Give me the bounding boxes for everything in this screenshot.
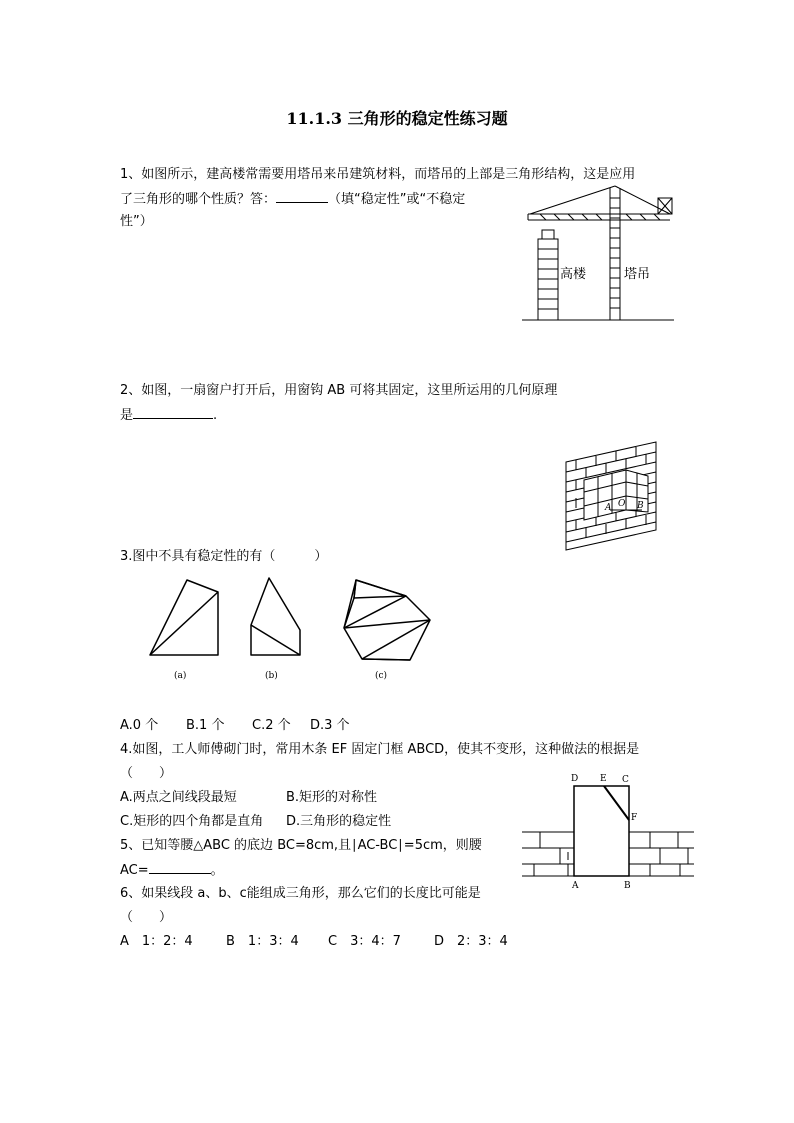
q4-option-d[interactable]: D.三角形的稳定性 [286, 814, 392, 829]
q4-options-row2 [120, 812, 391, 831]
door-label-c: C [622, 775, 629, 785]
q3-figures [140, 574, 440, 684]
window-label-b: B [637, 501, 644, 511]
q6-line1: 6、如果线段 a、b、c能组成三角形，那么它们的长度比可能是 [120, 886, 481, 901]
q3-option-d[interactable]: D.3 个 [310, 718, 350, 733]
q3-option-c[interactable]: C.2 个 [252, 718, 291, 733]
q1-line3: 性”） [120, 214, 153, 229]
q6-options [120, 932, 508, 951]
crane-figure [520, 184, 680, 324]
crane-label-building: 高楼 [560, 267, 587, 282]
q4-line1: 4.如图，工人师傅砌门时，常用木条 EF 固定门框 ABCD，使其不变形，这种做法的根据是 [120, 742, 640, 757]
q1-line2-post: （填“稳定性”或“不稳定 [328, 192, 466, 207]
door-label-a: A [572, 881, 579, 891]
q2-line1: 2、如图，一扇窗户打开后，用窗钩 AB 可将其固定，这里所运用的几何原理 [120, 383, 558, 398]
door-label-f: F [631, 813, 638, 823]
door-label-e: E [600, 774, 607, 784]
q1-answer-blank[interactable] [276, 189, 328, 203]
q4-line2: （ ） [120, 766, 173, 781]
q5-answer-blank[interactable] [149, 860, 211, 874]
figure-c-shape [344, 580, 430, 660]
window-label-o: O [618, 499, 626, 509]
figure-b-shape [251, 578, 300, 655]
figure-a-label: (a) [174, 671, 187, 681]
q4-options-row1 [120, 788, 377, 807]
window-figure [562, 440, 666, 552]
door-label-d: D [571, 774, 579, 784]
q6-option-c[interactable]: C 3：4：7 [328, 934, 401, 949]
figure-b-label: (b) [265, 671, 278, 681]
page-title: 11.1.3 三角形的稳定性练习题 [286, 109, 508, 128]
q5-line1: 5、已知等腰△ABC 的底边 BC=8cm,且∣AC-BC∣=5cm，则腰 [120, 838, 482, 853]
q2-line2-pre: 是 [120, 408, 134, 423]
crane-label-crane: 塔吊 [624, 267, 651, 282]
q6-option-a[interactable]: A 1：2：4 [120, 934, 193, 949]
q1-line2 [120, 189, 465, 209]
q1-line1: 1、如图所示，建高楼常需要用塔吊来吊建筑材料，而塔吊的上部是三角形结构，这是应用 [120, 167, 636, 182]
q3-option-b[interactable]: B.1 个 [186, 718, 225, 733]
q5-line2 [120, 860, 224, 880]
q3-options [120, 716, 350, 735]
window-label-a: A [605, 503, 612, 513]
q4-option-c[interactable]: C.矩形的四个角都是直角 [120, 814, 264, 829]
q6-option-b[interactable]: B 1：3：4 [226, 934, 299, 949]
figure-c-label: (c) [375, 671, 388, 681]
q5-line2-post: 。 [210, 863, 224, 878]
q1-line2-pre: 了三角形的哪个性质？答： [120, 192, 277, 207]
q6-line2: （ ） [120, 910, 173, 925]
q2-line2 [120, 405, 217, 425]
q4-option-b[interactable]: B.矩形的对称性 [286, 790, 378, 805]
door-figure [520, 770, 696, 892]
q6-option-d[interactable]: D 2：3：4 [434, 934, 508, 949]
q3-stem: 3.图中不具有稳定性的有（ ） [120, 549, 328, 564]
q3-option-a[interactable]: A.0 个 [120, 718, 159, 733]
door-label-b: B [624, 881, 631, 891]
q5-line2-pre: AC= [120, 863, 149, 878]
q4-option-a[interactable]: A.两点之间线段最短 [120, 790, 237, 805]
q2-answer-blank[interactable] [133, 405, 213, 419]
q2-line2-post: . [213, 408, 218, 423]
figure-a-shape [150, 580, 218, 655]
